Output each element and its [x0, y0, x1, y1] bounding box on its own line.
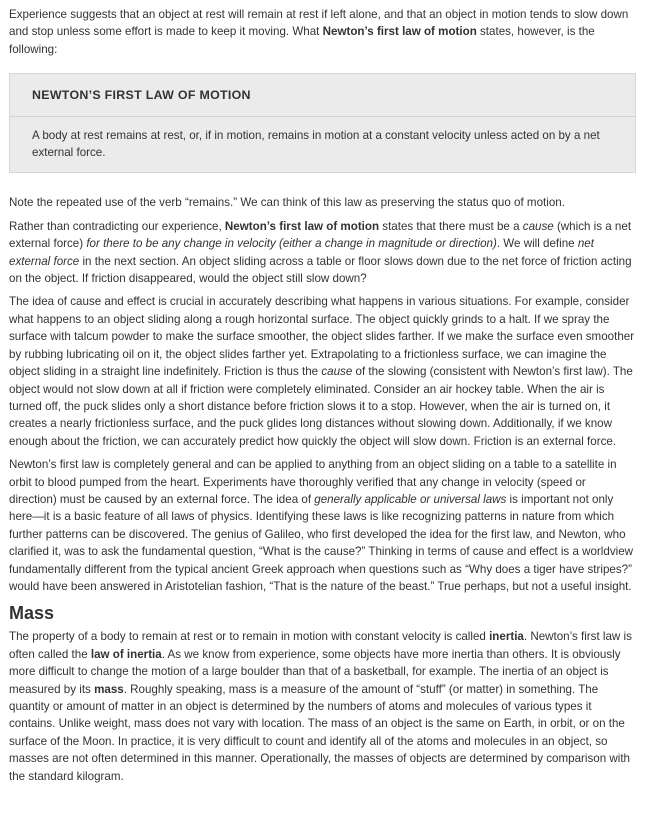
section-heading-mass: Mass	[9, 603, 55, 624]
callout-body: A body at rest remains at rest, or, if in motion, remains in motion at a constant velocity unless acted on by a net external force.	[32, 128, 600, 160]
term-newtons-first-law: Newton’s first law of motion	[224, 219, 380, 233]
law-callout-box	[9, 73, 636, 173]
term-inertia: inertia	[489, 630, 524, 644]
term-newtons-first-law: Newton’s first law of motion	[322, 25, 477, 39]
paragraph-remains: Note the repeated use of the verb “remains.” We can think of this law as preserving the status quo of motion.	[9, 196, 565, 210]
paragraph-friction: The idea of cause and effect is crucial in accurately describing what happens in various situations. For example, consider what happens to an object sliding along a rough horizontal surface. The object quickly grinds to a halt. If we spray the surface with talcum powder to make the surface smoother, the object slides farther. If we make the surface even smoother by rubbing lubricating oil on it, the object slides farther yet. Extrapolating to a frictionless surface, we can imagine the object sliding in a straight line indefinitely. Friction is thus the cause of the slowing (consistent with Newton’s first law). The object would not slow down at all if friction were completely eliminated. Consider an air hockey table. When the air is turned off, the puck slides only a short distance before friction slows it to a stop. However, when the air is turned on, it creates a nearly frictionless surface, and the puck glides long distances without slowing down. Additionally, if we know enough about the friction, we can accurately predict how quickly the object will slow down. Friction is an external force.	[9, 295, 635, 448]
callout-title: NEWTON’S FIRST LAW OF MOTION	[10, 74, 635, 116]
paragraph-cause: Rather than contradicting our experience, Newton’s first law of motion states that there must be a cause (which is a net external force) for there to be any change in velocity (either a change in magnitude or direction). We will define net external force in the next section. An object sliding across a table or floor slows down due to the net force of friction acting on the object. If friction disappeared, would the object still slow down?	[9, 219, 632, 286]
intro-paragraph: Experience suggests that an object at rest will remain at rest if left alone, and that an object in motion tends to slow down and stop unless some effort is made to keep it moving. What Newton’s first law of motion states, however, is the following:	[9, 8, 629, 56]
term-mass: mass	[94, 682, 124, 696]
paragraph-mass: The property of a body to remain at rest or to remain in motion with constant velocity is called inertia. Newton’s first law is often called the law of inertia. As we know from experience, some objects have more inertia than others. It is obviously more difficult to change the motion of a large boulder than that of a basketball, for example. The inertia of an object is measured by its mass. Roughly speaking, mass is a measure of the amount of “stuff” (or matter) in something. The quantity or amount of matter in an object is determined by the numbers of atoms and molecules of various types it contains. Unlike weight, mass does not vary with location. The mass of an object is the same on Earth, in orbit, or on the surface of the Moon. In practice, it is very difficult to count and identify all of the atoms and molecules in an object, so masses are not often determined in this manner. Operationally, the masses of objects are determined by comparison with the standard kilogram.	[9, 630, 632, 783]
term-law-of-inertia: law of inertia	[90, 647, 162, 661]
paragraph-general-law: Newton’s first law is completely general and can be applied to anything from an object sliding on a table to a satellite in orbit to blood pumped from the heart. Experiments have thoroughly verified that any change in velocity (speed or direction) must be caused by an external force. The idea of generally applicable or universal laws is important not only here—it is a basic feature of all laws of physics. Identifying these laws is like recognizing patterns in nature from which further patterns can be discovered. The genius of Galileo, who first developed the idea for the first law, and Newton, who clarified it, was to ask the fundamental question, “What is the cause?” Thinking in terms of cause and effect is a worldview fundamentally different from the typical ancient Greek approach when questions such as “Why does a tiger have stripes?” would have been answered in Aristotelian fashion, “That is the nature of the beast.” True perhaps, but not a useful insight.	[9, 458, 634, 593]
